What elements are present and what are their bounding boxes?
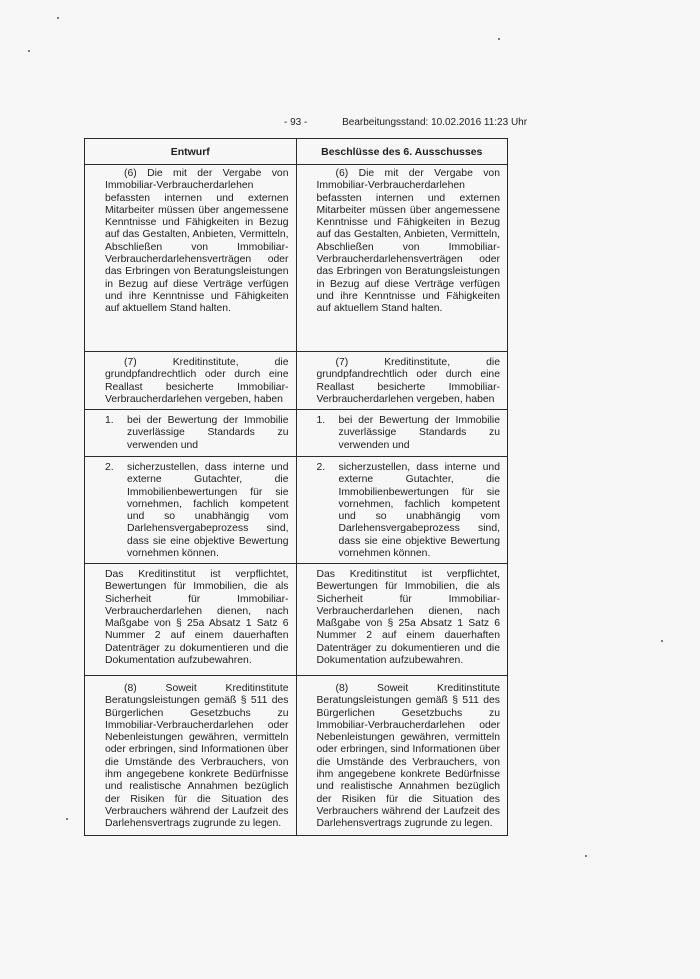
table-row <box>85 165 508 352</box>
list-item-2-draft <box>105 462 289 560</box>
table-header-row <box>85 139 508 165</box>
paragraph-8-draft: (8) Soweit Kreditinstitute Beratungsleistungen gemäß § 511 des Bürgerlichen Gesetzbuchs zu Immobiliar-Verbraucherdarlehen oder Nebenleistungen gewähren, vermitteln oder erbringen, sind Informationen über die Umstände des Verbrauchers, von ihm angegebene konkrete Bedürfnisse und realistische Annahmen bezüglich der Risiken für die Situation des Verbrauchers während der Laufzeit des Darlehensvertrags zugrunde zu legen. <box>105 683 289 830</box>
list-number: 2. <box>105 462 114 473</box>
scan-speck <box>661 640 663 642</box>
scan-speck <box>498 38 500 40</box>
page-number: - 93 - <box>284 117 308 128</box>
list-text: sicherzustellen, dass interne und externe Gutachter, die Immobilienbewertungen für sie vornehmen, fachlich kompetent und so unabhängig vom Darlehensvergabeprozess sind, dass sie eine objektive Bewertung vornehmen können. <box>127 462 289 560</box>
list-text: sicherzustellen, dass interne und externe Gutachter, die Immobilienbewertungen für sie vornehmen, fachlich kompetent und so unabhängig vom Darlehensvergabeprozess sind, dass sie eine objektive Bewertung vornehmen können. <box>338 462 500 560</box>
scan-speck <box>585 855 587 857</box>
paragraph-7-draft: (7) Kreditinstitute, die grundpfandrechtlich oder durch eine Reallast besicherte Immobiliar-Verbraucherdarlehen vergeben, haben <box>105 357 289 405</box>
list-item-1-committee <box>317 415 501 452</box>
column-header-draft: Entwurf <box>85 139 297 165</box>
list-item-1-draft <box>105 415 289 452</box>
list-number: 1. <box>105 415 114 426</box>
scan-speck <box>28 50 30 52</box>
paragraph-7-committee: (7) Kreditinstitute, die grundpfandrechtlich oder durch eine Reallast besicherte Immobiliar-Verbraucherdarlehen vergeben, haben <box>316 357 500 405</box>
page-header <box>284 117 527 128</box>
documentation-clause-draft: Das Kreditinstitut ist verpflichtet, Bewertungen für Immobilien, die als Sicherheit für Immobiliar-Verbraucherdarlehen dienen, nach Maßgabe von § 25a Absatz 1 Satz 6 Nummer 2 auf einem dauerhaften Datenträger zu dokumentieren und die Dokumentation aufzubewahren. <box>105 569 289 667</box>
list-number: 2. <box>316 462 326 473</box>
paragraph-6-committee: (6) Die mit der Vergabe von Immobiliar-Verbraucherdarlehen befassten internen und externen Mitarbeiter müssen über angemessene Kenntnisse und Fähigkeiten in Bezug auf das Gestalten, Anbieten, Vermitteln, Abschließen von Immobiliar-Verbraucherdarlehensverträgen oder das Erbringen von Beratungsleistungen in Bezug auf diese Verträge verfügen und ihre Kenntnisse und Fähigkeiten auf aktuellem Stand halten. <box>316 168 500 315</box>
column-header-committee: Beschlüsse des 6. Ausschusses <box>296 139 508 165</box>
paragraph-8-committee: (8) Soweit Kreditinstitute Beratungsleistungen gemäß § 511 des Bürgerlichen Gesetzbuchs zu Immobiliar-Verbraucherdarlehen oder Nebenleistungen gewähren, vermitteln oder erbringen, sind Informationen über die Umstände des Verbrauchers, von ihm angegebene konkrete Bedürfnisse und realistische Annahmen bezüglich der Risiken für die Situation des Verbrauchers während der Laufzeit des Darlehensvertrags zugrunde zu legen. <box>316 683 500 830</box>
revision-status: Bearbeitungsstand: 10.02.2016 11:23 Uhr <box>342 117 528 128</box>
documentation-clause-committee: Das Kreditinstitut ist verpflichtet, Bewertungen für Immobilien, die als Sicherheit für Immobiliar-Verbraucherdarlehen dienen, nach Maßgabe von § 25a Absatz 1 Satz 6 Nummer 2 auf einem dauerhaften Datenträger zu dokumentieren und die Dokumentation aufzubewahren. <box>316 569 500 667</box>
list-text: bei der Bewertung der Immobilie zuverlässige Standards zu verwenden und <box>127 415 289 451</box>
table-row <box>85 352 508 410</box>
synopsis-table <box>84 138 508 836</box>
list-item-2-committee <box>317 462 501 560</box>
table-row <box>85 564 508 676</box>
list-text: bei der Bewertung der Immobilie zuverlässige Standards zu verwenden und <box>338 415 500 451</box>
table-row <box>85 410 508 457</box>
table-row <box>85 676 508 836</box>
list-number: 1. <box>316 415 326 426</box>
scan-speck <box>57 17 59 19</box>
scan-speck <box>66 818 68 820</box>
paragraph-6-draft: (6) Die mit der Vergabe von Immobiliar-Verbraucherdarlehen befassten internen und externen Mitarbeiter müssen über angemessene Kenntnisse und Fähigkeiten in Bezug auf das Gestalten, Anbieten, Vermitteln, Abschließen von Immobiliar-Verbraucherdarlehensverträgen oder das Erbringen von Beratungsleistungen in Bezug auf diese Verträge verfügen und ihre Kenntnisse und Fähigkeiten auf aktuellem Stand halten. <box>105 168 289 315</box>
table-row <box>85 457 508 564</box>
